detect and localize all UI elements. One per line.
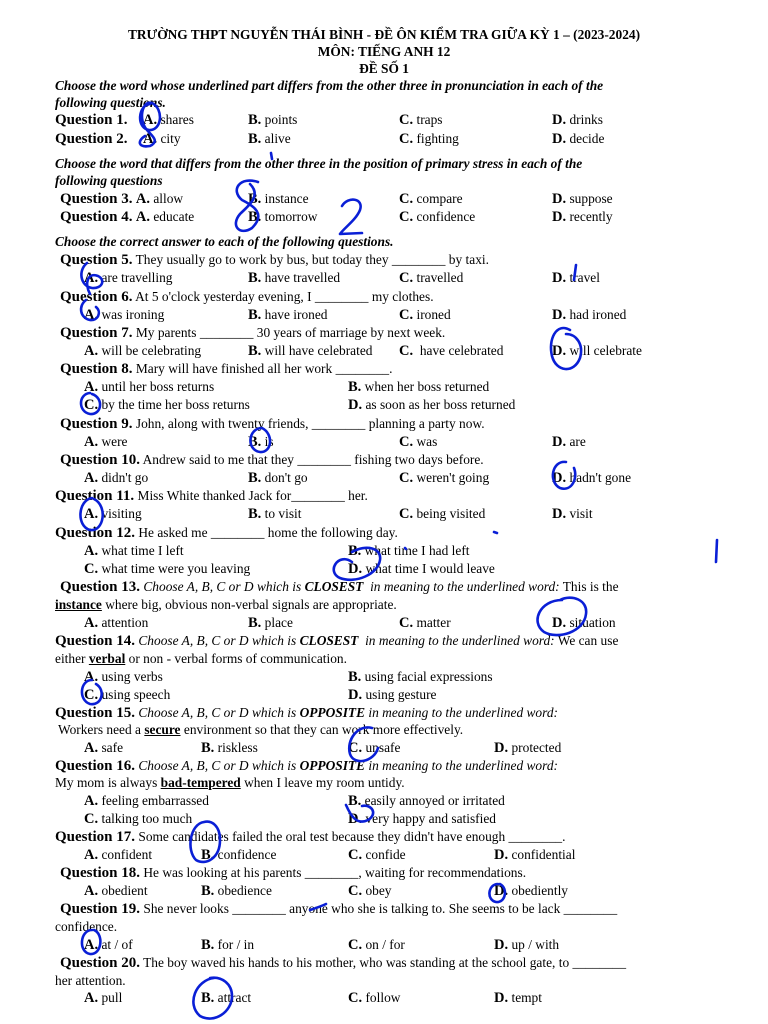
instruction-grammar: Choose the correct answer to each of the following questions. xyxy=(55,234,394,249)
q1-option-a[interactable]: A. shares xyxy=(143,112,194,128)
question-14: Question 14. Choose A, B, C or D which is CLOSEST in meaning to the underlined word: We can use xyxy=(55,633,619,649)
question-20-cont: her attention. xyxy=(55,973,126,988)
q14-option-c[interactable]: C. using speech xyxy=(84,687,171,703)
margin-pen-stroke xyxy=(716,540,717,562)
q5-option-d[interactable]: D. travel xyxy=(552,270,600,286)
question-7: Question 7. My parents ________ 30 years of marriage by next week. xyxy=(60,325,446,341)
q11-option-d[interactable]: D. visit xyxy=(552,506,593,522)
q7-option-a[interactable]: A. will be celebrating xyxy=(84,343,202,359)
q20-option-a[interactable]: A. pull xyxy=(84,990,123,1006)
q20-option-b[interactable]: B. attract xyxy=(201,990,252,1006)
q2-option-d[interactable]: D. decide xyxy=(552,131,605,147)
q17-option-a[interactable]: A. confident xyxy=(84,847,153,863)
underlined-word: bad-tempered xyxy=(160,775,241,790)
question-13: Question 13. Choose A, B, C or D which is CLOSEST in meaning to the underlined word: This is the xyxy=(60,579,619,595)
q2-option-a[interactable]: A. city xyxy=(143,131,181,147)
q4-option-d[interactable]: D. recently xyxy=(552,209,613,225)
q16-option-a[interactable]: A. feeling embarrassed xyxy=(84,793,209,809)
q15-option-a[interactable]: A. safe xyxy=(84,740,124,756)
q1-option-b[interactable]: B. points xyxy=(248,112,298,128)
q7-option-d[interactable]: D. will celebrate xyxy=(552,343,642,359)
question-5: Question 5. They usually go to work by bus, but today they ________ by taxi. xyxy=(60,252,489,268)
q16-option-d[interactable]: D. very happy and satisfied xyxy=(348,811,496,827)
q12-option-c[interactable]: C. what time were you leaving xyxy=(84,561,251,577)
q3-option-d[interactable]: D. suppose xyxy=(552,191,613,207)
instruction-pronunciation-cont: following questions. xyxy=(55,95,166,110)
question-3: Question 3. A. allow xyxy=(60,191,184,207)
q19-option-c[interactable]: C. on / for xyxy=(348,937,405,953)
school-header: TRƯỜNG THPT NGUYỄN THÁI BÌNH - ĐỀ ÔN KIỂM TRA GIỮA KỲ 1 – (2023-2024) xyxy=(127,27,641,42)
q15-option-c[interactable]: C. unsafe xyxy=(348,740,401,756)
underlined-word: secure xyxy=(144,722,181,737)
q4-option-b[interactable]: B. tomorrow xyxy=(248,209,318,225)
q1-option-c[interactable]: C. traps xyxy=(399,112,443,128)
question-15-sentence: Workers need a secure environment so that they can work more effectively. xyxy=(58,722,464,737)
handwritten-number-2 xyxy=(340,200,362,234)
q19-option-a[interactable]: A. at / of xyxy=(84,937,133,953)
q2-option-c[interactable]: C. fighting xyxy=(399,131,459,147)
q14-option-b[interactable]: B. using facial expressions xyxy=(348,669,493,685)
q14-option-d[interactable]: D. using gesture xyxy=(348,687,437,703)
q3-option-b[interactable]: B. instance xyxy=(248,191,309,207)
q16-option-c[interactable]: C. talking too much xyxy=(84,811,193,827)
q13-option-d[interactable]: D. situation xyxy=(552,615,616,631)
q1-option-d[interactable]: D. drinks xyxy=(552,112,603,128)
test-number: ĐỀ SỐ 1 xyxy=(359,61,409,76)
q18-option-d[interactable]: D. obediently xyxy=(494,883,568,899)
q5-option-a[interactable]: A. are travelling xyxy=(84,270,173,286)
q9-option-d[interactable]: D. are xyxy=(552,434,586,450)
q9-option-c[interactable]: C. was xyxy=(399,434,438,450)
q18-option-a[interactable]: A. obedient xyxy=(84,883,148,899)
q6-option-c[interactable]: C. ironed xyxy=(399,307,451,323)
question-10: Question 10. Andrew said to me that they ________ fishing two days before. xyxy=(60,452,484,468)
q9-option-b[interactable]: B. is xyxy=(248,434,274,450)
question-6: Question 6. At 5 o'clock yesterday evening, I ________ my clothes. xyxy=(60,289,434,305)
q12-pen-dot xyxy=(494,532,497,533)
q13-option-b[interactable]: B. place xyxy=(248,615,293,631)
q17-option-c[interactable]: C. confide xyxy=(348,847,406,863)
question-20: Question 20. The boy waved his hands to his mother, who was standing at the school gate, to ________ xyxy=(60,955,627,971)
question-1: Question 1. xyxy=(55,112,128,128)
instruction-stress-cont: following questions xyxy=(55,173,163,188)
q19-option-b[interactable]: B. for / in xyxy=(201,937,255,953)
q10-option-c[interactable]: C. weren't going xyxy=(399,470,490,486)
q8-option-c[interactable]: C. by the time her boss returns xyxy=(84,397,250,413)
underlined-word: instance xyxy=(55,597,102,612)
q11-option-b[interactable]: B. to visit xyxy=(248,506,302,522)
q10-option-a[interactable]: A. didn't go xyxy=(84,470,149,486)
question-15: Question 15. Choose A, B, C or D which is OPPOSITE in meaning to the underlined word: xyxy=(55,705,558,721)
question-12: Question 12. He asked me ________ home the following day. xyxy=(55,525,398,541)
q19-option-d[interactable]: D. up / with xyxy=(494,937,560,953)
q18-option-c[interactable]: C. obey xyxy=(348,883,392,899)
question-16-sentence: My mom is always bad-tempered when I leave my room untidy. xyxy=(55,775,405,790)
subject-title: MÔN: TIẾNG ANH 12 xyxy=(317,44,451,59)
q11-option-c[interactable]: C. being visited xyxy=(399,506,486,522)
q12-option-d[interactable]: D. what time I would leave xyxy=(348,561,495,577)
q13-option-c[interactable]: C. matter xyxy=(399,615,451,631)
q8-option-b[interactable]: B. when her boss returned xyxy=(348,379,490,395)
q14-option-a[interactable]: A. using verbs xyxy=(84,669,163,685)
q10-option-d[interactable]: D. hadn't gone xyxy=(552,470,632,486)
q11-option-a[interactable]: A. visiting xyxy=(84,506,142,522)
q5-option-c[interactable]: C. travelled xyxy=(399,270,464,286)
q7-option-b[interactable]: B. will have celebrated xyxy=(248,343,373,359)
q17-option-b[interactable]: B. confidence xyxy=(201,847,277,863)
q18-option-b[interactable]: B. obedience xyxy=(201,883,272,899)
q5-option-b[interactable]: B. have travelled xyxy=(248,270,341,286)
q15-option-b[interactable]: B. riskless xyxy=(201,740,258,756)
q6-option-b[interactable]: B. have ironed xyxy=(248,307,328,323)
question-19-cont: confidence. xyxy=(55,919,118,934)
q16-option-b[interactable]: B. easily annoyed or irritated xyxy=(348,793,505,809)
q8-option-d[interactable]: D. as soon as her boss returned xyxy=(348,397,516,413)
question-14-sentence: either verbal or non - verbal forms of communication. xyxy=(55,651,347,666)
question-11: Question 11. Miss White thanked Jack for________ her. xyxy=(55,488,368,504)
question-18: Question 18. He was looking at his parents ________, waiting for recommendations. xyxy=(60,865,527,881)
question-2: Question 2. xyxy=(55,131,128,147)
question-19: Question 19. She never looks ________ anyone who she is talking to. She seems to be lack ________ xyxy=(60,901,618,917)
q8-option-a[interactable]: A. until her boss returns xyxy=(84,379,215,395)
q9-option-a[interactable]: A. were xyxy=(84,434,128,450)
q13-option-a[interactable]: A. attention xyxy=(84,615,149,631)
q12-option-a[interactable]: A. what time I left xyxy=(84,543,184,559)
question-8: Question 8. Mary will have finished all her work ________. xyxy=(60,361,393,377)
q12-option-b[interactable]: B. what time I had left xyxy=(348,543,470,559)
q17-option-d[interactable]: D. confidential xyxy=(494,847,576,863)
instruction-pronunciation: Choose the word whose underlined part differs from the other three in pronunciation in each of the xyxy=(55,78,604,93)
q10-option-b[interactable]: B. don't go xyxy=(248,470,308,486)
q20-option-d[interactable]: D. tempt xyxy=(494,990,542,1006)
q15-option-d[interactable]: D. protected xyxy=(494,740,562,756)
question-16: Question 16. Choose A, B, C or D which is OPPOSITE in meaning to the underlined word: xyxy=(55,758,558,774)
question-4: Question 4. A. educate xyxy=(60,209,195,225)
question-9: Question 9. John, along with twenty friends, ________ planning a party now. xyxy=(60,416,485,432)
q4-option-c[interactable]: C. confidence xyxy=(399,209,476,225)
instruction-stress: Choose the word that differs from the other three in the position of primary stress in each of the xyxy=(55,156,583,171)
q2-option-b[interactable]: B. alive xyxy=(248,131,291,147)
q6-option-a[interactable]: A. was ironing xyxy=(84,307,165,323)
question-17: Question 17. Some candidates failed the oral test because they didn't have enough ________. xyxy=(55,829,566,845)
question-13-sentence: instance where big, obvious non-verbal signals are appropriate. xyxy=(55,597,397,612)
q6-option-d[interactable]: D. had ironed xyxy=(552,307,627,323)
underlined-word: verbal xyxy=(88,651,126,666)
q20-option-c[interactable]: C. follow xyxy=(348,990,401,1006)
q7-option-c[interactable]: C. have celebrated xyxy=(399,343,504,359)
q3-option-c[interactable]: C. compare xyxy=(399,191,463,207)
